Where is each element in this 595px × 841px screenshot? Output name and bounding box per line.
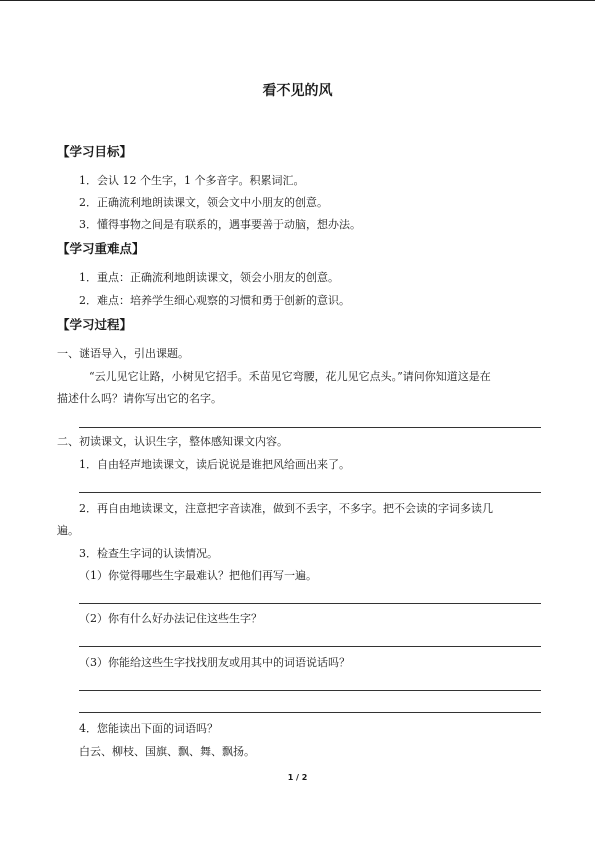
section-heading-goals: 【学习目标】 bbox=[57, 144, 133, 159]
answer-line bbox=[79, 712, 541, 713]
page-number: 1 / 2 bbox=[287, 773, 308, 782]
process-part2-title: 二、初读课文，认识生字，整体感知课文内容。 bbox=[57, 435, 288, 448]
riddle-text-line1: “云儿见它让路，小树见它招手。禾苗见它弯腰，花儿见它点头。”请问你知道这是在 bbox=[89, 370, 491, 383]
goal-item-2: 2．正确流利地朗读课文，领会文中小朋友的创意。 bbox=[79, 196, 328, 209]
section-heading-process: 【学习过程】 bbox=[57, 317, 133, 332]
question-2-line1: 2．再自由地读课文，注意把字音读准，做到不丢字，不多字。把不会读的字词多读几 bbox=[79, 502, 493, 515]
question-1: 1．自由轻声地读课文，读后说说是谁把风给画出来了。 bbox=[79, 458, 350, 471]
section-heading-key-points: 【学习重难点】 bbox=[57, 241, 145, 256]
process-part1-title: 一、谜语导入，引出课题。 bbox=[57, 347, 189, 360]
question-3: 3．检查生字词的认读情况。 bbox=[79, 547, 218, 560]
goal-item-3: 3．懂得事物之间是有联系的，遇事要善于动脑，想办法。 bbox=[79, 218, 361, 231]
page-top-border bbox=[0, 0, 595, 1]
question-3-sub1: （1）你觉得哪些生字最难认？把他们再写一遍。 bbox=[79, 569, 317, 582]
question-3-sub3: （3）你能给这些生字找找朋友或用其中的词语说话吗？ bbox=[79, 656, 350, 669]
answer-line bbox=[79, 427, 541, 428]
answer-line bbox=[79, 492, 541, 493]
question-4: 4．您能读出下面的词语吗？ bbox=[79, 722, 218, 735]
key-point-item-2: 2．难点：培养学生细心观察的习惯和勇于创新的意识。 bbox=[79, 294, 350, 307]
question-2-line2: 遍。 bbox=[57, 524, 79, 537]
goal-item-1: 1．会认 12 个生字，1 个多音字。积累词汇。 bbox=[79, 174, 305, 187]
answer-line bbox=[79, 603, 541, 604]
answer-line bbox=[79, 690, 541, 691]
question-3-sub2: （2）你有什么好办法记住这些生字？ bbox=[79, 612, 262, 625]
riddle-text-line2: 描述什么吗？请你写出它的名字。 bbox=[57, 392, 222, 405]
page-title: 看不见的风 bbox=[262, 83, 333, 99]
word-list: 白云、柳枝、国旗、飘、舞、飘扬。 bbox=[79, 745, 255, 758]
answer-line bbox=[79, 646, 541, 647]
key-point-item-1: 1．重点：正确流利地朗读课文，领会小朋友的创意。 bbox=[79, 271, 339, 284]
